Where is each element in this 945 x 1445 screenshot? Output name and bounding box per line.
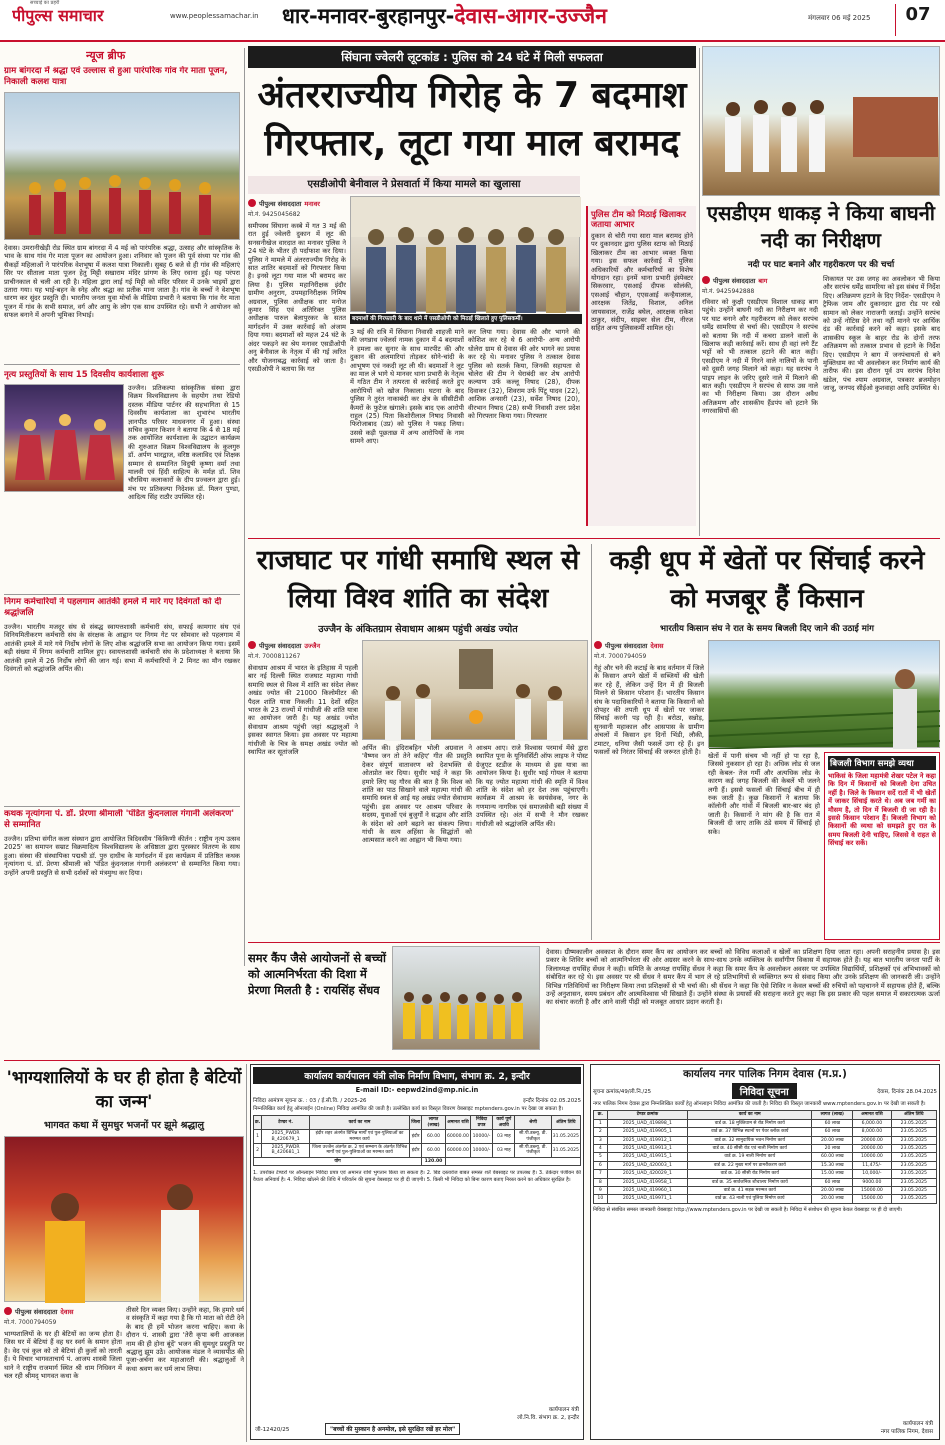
farmer-subhead: भारतीय किसान संघ ने रात के समय बिजली दिए जाने की उठाई मांग bbox=[660, 624, 874, 634]
dewas-tender-cell: 7 bbox=[594, 1170, 608, 1178]
bhagwat-story bbox=[4, 1064, 244, 1442]
dewas-tender-cell: 5 bbox=[594, 1153, 608, 1161]
byline-icon bbox=[248, 199, 256, 207]
sdm-story bbox=[702, 46, 940, 536]
dewas-tender-cell: वार्ड क्र. 43 नाली एवं पुलिया निर्माण कार्य bbox=[688, 1195, 812, 1203]
farmer-mobile: मो.नं. 7000794059 bbox=[594, 653, 647, 660]
rajghat-col-3: आश्रम आए। राजे विश्वास परमार्थ मेंसे द्वारा स्थापित पूना के यूनिवर्सिटी ऑफ लाइफ ने पोस्ट ग्रेजुएट स्टडीज के माध्यम से इस यात्रा का आयोजन किया है। सुधीर भाई गोयल ने बताया कि यह ज्योत महात्मा गांधी की स्मृति में विश्व शांति के संदेश को हर देश तक पहुंचाएगी। कार्यक्रम में आश्रम के स्वयंसेवक, नगर के गणमान्य नागरिक एवं समाजसेवी बड़ी संख्या में उपस्थित रहे। अंत में सभी ने मौन रखकर गांधीजी को श्रद्धांजलि अर्पित की। bbox=[476, 744, 588, 828]
dewas-tender-cell: वार्ड क्र. 40 सीसी रोड एवं नाली निर्माण कार्य bbox=[688, 1145, 812, 1153]
dewas-tender-cell: 23.05.2025 bbox=[891, 1145, 936, 1153]
pwd-tender-slogan: "बच्चों की मुस्कान है अनमोल, इसे सुरक्षित रखें हर मोल" bbox=[325, 1423, 460, 1435]
pwd-tender-cell: 1 bbox=[254, 1130, 262, 1144]
dewas-tender-row bbox=[594, 1119, 937, 1127]
brief-2-body-text: उज्जैन। प्रतिकल्पा सांस्कृतिक संस्था द्वारा विक्रम विश्वविद्यालय के सहयोग तथा रेडियो दस्तक मीडिया पार्टनर की सहभागिता से 15 दिवसीय कार्यशाला का शुभारंभ भारतीय ज्ञानपीठ परिसर माधवनगर में हुआ। संस्था सचिव कुमार किशन ने बताया कि 4 से 18 मई तक आयोजित कार्यशाला के उद्घाटन कार्यक्रम की शुरुआत विक्रम विश्वविद्यालय के कुलगुरु डॉ. अर्पण भारद्वाज, वरिष्ठ कलाविद एवं शिक्षक सम्मान से सम्मानित विदुषी कृष्णा वर्मा तथा मालवी एवं हिंदी साहित्य के मर्मज्ञ डॉ. शिव चौरसिया कलाकारों के दीप प्रज्वलन द्वारा हुई। मंच पर प्रतिकल्पा निदेशक डॉ. मिलन पुण्डा, आदित्य सिंह राठौर उपस्थित रहे। bbox=[128, 384, 240, 502]
pwd-tender-col-header: टेण्डर नं. bbox=[262, 1116, 310, 1130]
dewas-tender-cell: 60 लाख bbox=[812, 1128, 853, 1136]
dewas-tender-row bbox=[594, 1195, 937, 1203]
farmer-photo bbox=[708, 640, 940, 748]
rajghat-photo bbox=[362, 640, 588, 740]
dewas-tender-header-row bbox=[594, 1111, 937, 1119]
dewas-tender-ref: सूचना क्रमांक/49/ली.नि./25 bbox=[593, 1089, 652, 1095]
rajghat-mobile: मो.नं. 7000811267 bbox=[248, 653, 301, 660]
rajghat-col-2: अर्पित की। इंदिराबहिन भोली अग्रवाल ने 'वैष्णव जन तो तेने कहिए' गीत की प्रस्तुति देकर संपूर्ण वातावरण को देशभक्ति से ओतप्रोत कर दिया। सुधीर भाई ने कहा कि हमारे लिए यह गौरव की बात है कि विश्व को शांति का पाठ सिखाने वाले महात्मा गांधी की समाधि स्थल से आई यह अखंड ज्योत सेवाधाम पहुंची। इस अवसर पर आश्रम परिवार के सदस्य, युवाओं एवं बुजुर्गों ने सद्भाव और शांति के संदेश को आगे बढ़ाने का संकल्प लिया। गांधी के सत्य अहिंसा के सिद्धांतों को आत्मसात करने का आह्वान भी किया गया। bbox=[362, 744, 472, 845]
lead-sidebar-headline: पुलिस टीम को मिठाई खिलाकर जताया आभार bbox=[591, 209, 686, 229]
dewas-tender-col-header: अमानत राशि bbox=[853, 1111, 892, 1119]
sdm-photo bbox=[702, 46, 940, 196]
dewas-tender-row bbox=[594, 1128, 937, 1136]
dewas-tender-cell: 3 bbox=[594, 1136, 608, 1144]
pwd-tender-cell: 10000/- bbox=[470, 1130, 492, 1144]
dewas-tender-ad bbox=[590, 1064, 940, 1440]
farmer-col-2: खेतों में पानी संचय भी नहीं हो पा रहा है, जिससे नुकसान हो रहा है। अधिक लोड से जल रही केबल- तेज गर्मी और अत्यधिक लोड के कारण कई जगह बिजली की केबलें भी जलने लगी हैं। इससे फसलों की सिंचाई बीच में ही रुक जाती है। कुछ किसानों ने बताया कि कॉलोनी और गांवों में बिजली बार-बार बंद हो जाती है। किसानों ने मांग की है कि रात में बिजली दी जाए ताकि ठंडे समय में सिंचाई हो सके। bbox=[708, 752, 820, 836]
dewas-tender-intro: नगर पालिक निगम देवास द्वारा निम्नलिखित कार्यों हेतु ऑनलाइन निविदा आमंत्रित की जाती है। निविदा की विस्तृत जानकारी www.mptenders.gov.in पर देखी जा सकती है। bbox=[593, 1101, 926, 1107]
katha-stage-illustration bbox=[5, 1137, 244, 1303]
dewas-tender-signer: कार्यपालन यंत्री bbox=[902, 1421, 933, 1427]
brief-2-headline: नृत्य प्रस्तुतियों के साथ 15 दिवसीय कार्यशाला शुरू bbox=[4, 370, 164, 380]
dewas-tender-cell: वार्ड क्र. 22 मुख्य मार्ग पर डामरीकरण कार्य bbox=[688, 1161, 812, 1169]
pwd-tender-cell: 2 bbox=[254, 1144, 262, 1158]
pwd-tender-ad-no: जी-12420/25 bbox=[255, 1427, 290, 1433]
dewas-tender-cell: वार्ड क्र. 32 सामुदायिक भवन निर्माण कार्य bbox=[688, 1136, 812, 1144]
brief-1-photo bbox=[4, 92, 240, 240]
dewas-tender-row bbox=[594, 1161, 937, 1169]
pwd-tender-cell: 60000.00 bbox=[445, 1130, 470, 1144]
pwd-tender-cell: इंदौर bbox=[410, 1130, 422, 1144]
pwd-tender-col-header: निविदा प्रपत्र bbox=[470, 1116, 492, 1130]
lead-headline: अंतरराज्यीय गिरोह के 7 बदमाश गिरफ्तार, लूटा गया माल बरामद bbox=[257, 75, 687, 164]
pwd-tender-cell: इंदौर bbox=[410, 1144, 422, 1158]
bhagwat-byline-name: पीपुल्स संवाददाता bbox=[15, 1307, 58, 1316]
dewas-tender-cell: 23.05.2025 bbox=[891, 1178, 936, 1186]
dewas-tender-cell: 15.00 लाख bbox=[812, 1170, 853, 1178]
dewas-tender-cell: 23.05.2025 bbox=[891, 1136, 936, 1144]
sdm-byline-name: पीपुल्स संवाददाता bbox=[713, 276, 756, 285]
dewas-tender-table bbox=[593, 1110, 937, 1203]
pwd-tender-cell: 03 माह bbox=[493, 1130, 515, 1144]
farmer-box bbox=[824, 752, 940, 940]
procession-illustration bbox=[5, 93, 241, 241]
summer-camp-headline: समर कैंप जैसे आयोजनों से बच्चों को आत्मनिर्भरता की दिशा में प्रेरणा मिलती है : रायसिंह सेंधव bbox=[248, 951, 386, 997]
dewas-tender-cell: 15000.00 bbox=[853, 1187, 892, 1195]
dewas-tender-title: निविदा सूचना bbox=[732, 1083, 797, 1099]
dewas-tender-cell: 23.05.2025 bbox=[891, 1187, 936, 1195]
brief-3-headline: निगम कर्मचारियों ने पहलगाम आतंकी हमले में मारे गए दिवंगतों को दी श्रद्धांजलि bbox=[4, 597, 222, 618]
dewas-tender-cell: वार्ड क्र. 35 सार्वजनिक शौचालय निर्माण कार्य bbox=[688, 1178, 812, 1186]
farmer-box-body: भाकिसं के जिला महामंत्री शेखर पटेल ने कहा कि दिन में किसानों को बिजली देना उचित नहीं है। जिले के किसान सर्दे रातों में भी खेतों में जाकर सिंचाई करते थे। अब जब गर्मी का मौसम है, तो दिन में बिजली दी जा रही है। इससे किसान परेशान हैं। बिजली विभाग को किसानों की व्यथा को समझते हुए रात के समय बिजली देनी चाहिए, जिससे वे राहत से सिंचाई कर सकें। bbox=[828, 772, 936, 848]
ashram-gathering-illustration bbox=[363, 641, 588, 741]
edition-title-part2: देवास-आगर-उज्जैन bbox=[454, 4, 607, 28]
bhagwat-mobile: मो.नं. 7000794059 bbox=[4, 1319, 57, 1326]
dewas-tender-cell: 10,000/- bbox=[853, 1170, 892, 1178]
dewas-tender-col-header: अंतिम तिथि bbox=[891, 1111, 936, 1119]
dewas-tender-cell: 60 लाख bbox=[812, 1119, 853, 1127]
pwd-tender-signer-dept: लो.नि.वि. संभाग क्र. 2, इन्दौर bbox=[517, 1415, 579, 1421]
dewas-tender-cell: 9000.00 bbox=[853, 1178, 892, 1186]
dewas-tender-cell: 8,000.00 bbox=[853, 1128, 892, 1136]
dewas-tender-cell: वार्ड क्र. 30 सीसी रोड निर्माण कार्य bbox=[688, 1170, 812, 1178]
pwd-tender-total-value: 120.00 bbox=[422, 1157, 446, 1165]
lead-kicker: सिंघाना ज्वेलरी लूटकांड : पुलिस को 24 घंटे में मिली सफलता bbox=[248, 46, 696, 68]
dewas-tender-cell: वार्ड क्र. 41 सड़क मरम्मत कार्य bbox=[688, 1187, 812, 1195]
rajghat-subhead: उज्जैन के अंकितग्राम सेवाधाम आश्रम पहुंची अखंड ज्योत bbox=[318, 624, 518, 635]
dewas-tender-col-header: क्र. bbox=[594, 1111, 608, 1119]
pwd-tender-row bbox=[254, 1144, 581, 1158]
pwd-tender-cell: सी.पी.डब्ल्यू. डी. पंजीकृत bbox=[515, 1144, 551, 1158]
dewas-tender-cell: 60.00 लाख bbox=[812, 1153, 853, 1161]
lead-mobile: मो.नं. 9425045682 bbox=[248, 211, 301, 218]
bhagwat-byline-place: देवास bbox=[60, 1307, 74, 1316]
farmer-box-headline: बिजली विभाग समझे व्यथा bbox=[828, 756, 936, 770]
brief-1-headline: ग्राम बांगरदा में श्रद्धा एवं उल्लास से हुआ पारंपरिक गांव गेर माता पूजन, निकाली कलश यात्रा bbox=[4, 66, 228, 87]
dewas-tender-cell: 15000.00 bbox=[853, 1195, 892, 1203]
sdm-mobile: मो.नं. 9425942888 bbox=[702, 288, 755, 295]
dewas-tender-cell: 2025_UAD_419915_1 bbox=[607, 1153, 687, 1161]
pwd-tender-cell: सी.पी.डब्ल्यू. डी. पंजीकृत bbox=[515, 1130, 551, 1144]
dewas-tender-cell: 20000.00 bbox=[853, 1136, 892, 1144]
bhagwat-subhead: भागवत कथा में सुमधुर भजनों पर झूमे श्रद्धालु bbox=[43, 1120, 205, 1131]
brief-1-body: देवास। उमरानीखेड़ी रोड स्थित ग्राम बांगरदा में 4 मई को पारंपरिक श्रद्धा, उत्साह और सांस्कृतिक के भाव के साथ गांव गेर माता पूजन का आयोजन हुआ। शनिवार को पूजन की पूर्व संध्या पर गांव की सैकड़ों महिलाओं ने पारंपरिक वेशभूषा में कलश यात्रा निकाली। सुबह 6 बजे से ही गांव की महिलाएं सिर पर सीताला माता पूजन हेतु मिट्टी सखाराम मंदिर प्रांगण के लिए रवाना हुईं। यह परंपरा प्राचीनकाल से चली आ रही है। महिला द्वारा लाई गई मिट्टी को मंदिर परिसर में उनके भाइयों द्वारा उतारा गया। यह भाई-बहन के स्नेह और श्रद्धा का प्रतीक माना जाता है। गांव के बच्चों ने वेशभूषा धारण कर सुंदर प्रस्तुति दी। भारतीय जनता युवा मोर्चा के मीडिया प्रभारी ने बताया कि गांव गेर माता पूजन में गांव के सभी समाज, वर्ग और आयु के लोग एक साथ उपस्थित रहे। सभी ने आयोजन को सफल बनाने में अपनी भूमिका निभाई। bbox=[4, 244, 240, 320]
rajghat-byline-place: उज्जैन bbox=[304, 641, 321, 650]
sdm-headline: एसडीएम धाकड़ ने किया बाघनी नदी का निरीक्षण bbox=[707, 201, 935, 252]
pwd-tender-table bbox=[253, 1115, 581, 1166]
masthead bbox=[0, 0, 945, 42]
lead-photo bbox=[350, 196, 580, 312]
dewas-tender-cell: 2025_UAD_419971_1 bbox=[607, 1195, 687, 1203]
children-group-illustration bbox=[393, 947, 541, 1051]
issue-date: मंगलवार 06 मई 2025 bbox=[808, 14, 871, 22]
dewas-tender-row bbox=[594, 1145, 937, 1153]
pwd-tender-total-blank bbox=[445, 1157, 580, 1165]
bhagwat-headline: 'भाग्यशालियों के घर ही होता है बेटियों का जन्म' bbox=[6, 1068, 242, 1112]
pwd-tender-col-header: अमानत राशि bbox=[445, 1116, 470, 1130]
dewas-tender-cell: 2025_UAD_419958_1 bbox=[607, 1178, 687, 1186]
dewas-tender-row bbox=[594, 1153, 937, 1161]
pwd-tender-intro: निम्नलिखित कार्य हेतु ऑनलाईन (Online) निविदा आमंत्रित की जाती है। उल्लेखित कार्य का विस्तृत विवरण वेबसाइट mptenders.gov.in पर देखा जा सकता है। bbox=[253, 1106, 564, 1112]
brand-logo: पीपुल्स समाचार bbox=[12, 6, 104, 25]
lead-story bbox=[248, 46, 696, 536]
brief-4-body: उज्जैन। प्रतिभा संगीत कला संस्थान द्वारा आयोजित त्रिदिवसीय 'किंकिणी कीर्तन : राष्ट्रीय नृत्य उत्सव 2025' का समापन सम्राट विक्रमादित्य विश्वविद्यालय के अधिष्ठाता द्वारा पुरस्कार वितरण के साथ हुआ। संस्था की संस्थापिका पद्मश्री डॉ. पुरु दाधीच के मार्गदर्शन में इस कार्यक्रम में प्रतिष्ठित कथक नृत्यांगना पं. डॉ. प्रेरणा श्रीमाली को 'पंडित कुंदनलाल गंगानी अलंकरण' से सम्मानित किया गया। उन्होंने अपनी प्रस्तुति से सभी दर्शकों को मंत्रमुग्ध कर दिया। bbox=[4, 835, 240, 877]
lead-col-1: समीपस्थ सिंघाना कस्बे में गत 3 मई की रात हुई ज्वेलरी दुकान में लूट की सनसनीखेज वारदात का मनावर पुलिस ने 24 घंटे के भीतर ही पर्दाफाश कर दिया। पुलिस ने मामले में अंतरराज्यीय गिरोह के सात शातिर बदमाशों को गिरफ्तार किया है। इनसे लूटा गया माल भी बरामद कर लिया है। पुलिस महानिरीक्षक इंदौर ग्रामीण अनुराग, उपमहानिरीक्षक निमिष अग्रवाल, पुलिस अधीक्षक धार मनोज कुमार सिंह एवं अतिरिक्त पुलिस अधीक्षक पारुल बेलापुरकर के सतत मार्गदर्शन में उक्त कार्रवाई को अंजाम दिया गया। बदमाशों को महज 24 घंटे के अंदर पकड़ने का श्रेय मनावर एसडीओपी अनु बेनीवाल के नेतृत्व में की गई त्वरित और योजनाबद्ध कार्रवाई को जाता है। एसडीओपी ने बताया कि गत bbox=[248, 222, 346, 373]
dewas-tender-cell: 2025_UAD_419905_1 bbox=[607, 1128, 687, 1136]
bhagwat-col-1: भाग्यशालियों के घर ही बेटियों का जन्म होता है। जिस घर में बेटियां हैं वह घर स्वर्ग के समान होता है। वेद एवं कुल को तो बेटियां ही कुलों को तारती हैं। ये विचार भागवताचार्य पं. आजय शास्त्री जिला थाने ने राष्ट्रीय राजमार्ग स्थित श्री धाम निधिवन में चल रही श्रीमद् भागवत कथा के bbox=[4, 1330, 122, 1381]
lead-sidebar bbox=[586, 206, 696, 526]
pwd-tender-col-header: लागत (लाख) bbox=[422, 1116, 446, 1130]
edition-title bbox=[282, 2, 762, 34]
dewas-tender-cell: 23.05.2025 bbox=[891, 1170, 936, 1178]
dewas-tender-cell: वार्ड क्र. 18 मुक्तिधाम से रोड निर्माण कार्य bbox=[688, 1119, 812, 1127]
pwd-tender-col-header: जिला bbox=[410, 1116, 422, 1130]
lead-subhead: एसडीओपी बेनीवाल ने प्रेसवार्ता में किया मामले का खुलासा bbox=[248, 176, 580, 194]
pwd-tender-ref-row bbox=[253, 1096, 581, 1104]
page-number: 07 bbox=[895, 4, 940, 36]
brand-tagline: सच्चाई का प्रहरी bbox=[30, 0, 60, 6]
sdm-subhead: नदी पर घाट बनाने और गहरीकरण पर की चर्चा bbox=[747, 260, 895, 270]
pwd-tender-cell: 31.05.2025 bbox=[551, 1130, 580, 1144]
pwd-tender-cell: जिला उज्जैन अंतर्गत क्र. 2 एवं सम्भाग के अंतर्गत विभिन्न मार्गों एवं पुल-पुलियाओं का मरम्मत कार्य bbox=[309, 1144, 409, 1158]
dewas-tender-cell: 60 लाख bbox=[812, 1178, 853, 1186]
dewas-tender-cell: 2025_UAD_419898_1 bbox=[607, 1119, 687, 1127]
river-inspection-illustration bbox=[703, 47, 940, 197]
dewas-tender-col-header: लागत (लाख) bbox=[812, 1111, 853, 1119]
byline-icon bbox=[248, 641, 256, 649]
dewas-tender-cell: 8 bbox=[594, 1178, 608, 1186]
dewas-tender-row bbox=[594, 1178, 937, 1186]
dewas-tender-cell: 15.30 लाख bbox=[812, 1161, 853, 1169]
pwd-tender-notes: 1. उपरोक्त टेण्डरों पर ऑनलाइन निविदा प्रपत्र एवं अमानत राशि भुगतान किया जा सकता है। 2. बिड दस्तावेज बाबत समस्त शर्तें वेबसाइट पर उपलब्ध हैं। 3. ठेकेदार पंजीयन की वैधता अनिवार्य है। 4. निविदा खोलने की तिथि में परिवर्तन की सूचना वेबसाइट पर ही दी जाएगी। 5. किसी भी निविदा को बिना कारण बताए निरस्त करने का अधिकार सुरक्षित है। bbox=[253, 1170, 581, 1183]
farmer-story bbox=[594, 542, 940, 940]
dewas-tender-cell: वार्ड क्र. 19 नाली निर्माण कार्य bbox=[688, 1153, 812, 1161]
pwd-tender-signer: कार्यपालन यंत्री bbox=[548, 1407, 579, 1413]
pwd-tender-cell: 03 माह bbox=[493, 1144, 515, 1158]
dewas-tender-row bbox=[594, 1187, 937, 1195]
pwd-tender-cell: 2025_PWDR B_420679_1 bbox=[262, 1130, 310, 1144]
pwd-tender-head: कार्यालय कार्यपालन यंत्री लोक निर्माण विभाग, संभाग क्र. 2, इन्दौर bbox=[253, 1067, 581, 1084]
pwd-tender-cell: 60.00 bbox=[422, 1130, 446, 1144]
sdm-col-1: रविवार को कुक्षी एसडीएम विशाल धाकड़ बाग पहुंचे। उन्होंने बाघनी नदी का निरीक्षण कर नदी पर घाट बनाने और गहरीकरण को लेकर सरपंच धर्मेंद्र सामरिया से चर्चा की। एसडीएम ने सरपंच को बताया कि नदी में कचरा डालने वालों के खिलाफ कड़ी कार्रवाई करें। साथ ही वहां लगे टैंट भट्टों को भी तत्काल हटाने की बात कही। एसडीएम ने नदी में गिरने वाले नालियों के पानी को दूसरी जगह मिलाने को कहा। यह सरपंच ने पाइप लाइन के जरिए दूसरे नाले में मिलाने की बात कही। एसडीएम ने सरपंच से साफ उस नाले का भी निरीक्षण किया। उस दौरान अवैध अतिक्रमण और शासकीय हैंडपंप को हटाने कि नगरवासियों की bbox=[702, 298, 818, 416]
sdm-col-2: शिकायत पर उस जगह का अवलोकन भी किया और सरपंच धर्मेंद्र सामरिया को इस संबंध में निर्देश दिए। अतिक्रमण हटाने के दिए निर्देश- एसडीएम ने ट्रैफिक जाम और दुकानदार द्वारा रोड पर रखे सामान को लेकर नाराजगी जताई। उन्होंने सरपंच को उन्हें नोटिस देने तथा नहीं मानने पर आर्थिक दंड की कार्रवाई करने को कहा। इसके बाद शासकीय स्कूल के बाहर रोड के दोनों तरफ अतिक्रमण को तत्काल प्रभाव से हटाने के निर्देश दिए। एसडीएम ने बाग में जनपंचायतों से बने मुक्तिधाम का भी अवलोकन कर निर्माण कार्य की तारीफ की। इस दौरान पूर्व उप सरपंच दिनेश खंडेल, पंच श्याम अग्रवाल, पत्रकार ब्रजमोहन जाजू, जनपद सीईओ कुशवाहा आदि उपस्थित थे। bbox=[823, 275, 940, 393]
dewas-tender-head: कार्यालय नगर पालिक निगम देवास (म.प्र.) bbox=[683, 1068, 847, 1080]
rajghat-story bbox=[248, 542, 588, 940]
pwd-tender-col-header: कार्य का नाम bbox=[309, 1116, 409, 1130]
dewas-tender-cell: 2025_UAD_420003_1 bbox=[607, 1161, 687, 1169]
lead-sidebar-body: दुकान से चोरी गया सारा माल बरामद होने पर दुकानदार द्वारा पुलिस स्टाफ को मिठाई खिलाकर टीम का आभार व्यक्त किया गया। इस सफल कार्रवाई में पुलिस अधिकारियों और कर्मचारियों का विशेष योगदान रहा। इनमें थाना प्रभारी इंस्पेक्टर सिकरवार, एसआई दीपक सोलंकी, एसआई चौहान, एएसआई कन्हैयालाल, आरक्षक जितेंद्र, विशाल, अनिल जायसवाल, राजेंद्र बघेल, आरक्षक राकेश ठाकुर, संदीप, साइबर सेल टीम, नीरज सहित अन्य पुलिसकर्मी शामिल रहे। bbox=[591, 232, 693, 333]
lead-byline-name: पीपुल्स संवाददाता bbox=[259, 199, 302, 208]
bhagwat-col-2: तीसरे दिन व्यक्त किए। उन्होंने कहा, कि हमारे धर्म व संस्कृति में कहा गया है कि गो माता को रोटी देने के बाद ही हमें भोजन करना चाहिए। कथा के दौरान पं. शास्त्री द्वारा 'तेरी कृपा बनी आजकल नाम की ही होना बूंदें' भजन की सुमधुर प्रस्तुति पर श्रद्धालु झूम उठे। आयोजक मंडल ने व्यासपीठ की पूजा-अर्चना कर महाआरती की। श्रद्धालुओं ने कथा श्रवण कर धर्म लाभ लिया। bbox=[126, 1306, 244, 1373]
website-link[interactable]: www.peoplessamachar.in bbox=[170, 12, 259, 20]
lead-photo-caption: बदमाशों की गिरफ्तारी के बाद थाने में एसडीओपी को मिठाई खिलाते हुए पुलिसकर्मी। bbox=[350, 314, 582, 324]
brief-2-body bbox=[4, 384, 240, 592]
dewas-tender-cell: 2025_UAD_419912_1 bbox=[607, 1136, 687, 1144]
pwd-tender-col-header: श्रेणी bbox=[515, 1116, 551, 1130]
dewas-tender-col-header: टेण्डर क्रमांक bbox=[607, 1111, 687, 1119]
dewas-tender-cell: 20000.00 bbox=[853, 1145, 892, 1153]
brief-3-body: उज्जैन। भारतीय मजदूर संघ से संबद्ध स्वायत्तशासी कर्मचारी संघ, सफाई कामगार संघ एवं विनियमितीकरण कर्मचारी संघ के संरक्षक के आह्वान पर निगम गेट पर सोमवार को पहलगाम में आतंकी हमले में मारे गये निर्दोष लोगों के लिए शोक श्रद्धांजलि सभा का आयोजन किया गया। इसमें बड़ी संख्या में निगम कर्मचारी शामिल हुए। स्वायत्तशासी कर्मचारी संघ के प्रदेशाध्यक्ष ने बताया कि आतंकी हमले में 26 निर्दोष लोगों की जान गई। सभा में कर्मचारियों ने 2 मिनट का मौन रखकर दिवंगतों को श्रद्धांजलि अर्पित की। bbox=[4, 623, 240, 674]
lead-col-3: कर लिया गया। देवास की और भागने की कोशिश कर रहे थे 6 आरोपी- अन्य आरोपी धोलेरा ग्राम से देवास की ओर भागने का प्रयास कर रहे थे। मनावर पुलिस ने तत्काल देवास पुलिस को सतर्क किया, जिनकी सहायता से चोलेरा की टीम ने घेराबंदी कर शेष आरोपी कल्याण उर्फ कल्लू निषाद (28), दीपक दिवाकर (32), शिवराम उर्फ पिंटू यादव (22), आशिक अन्सारी (23), सर्वेश निषाद (20), वीरभान निषाद (28) सभी निवासी उत्तर प्रदेश को गिरफ्तार किया गया। गिरफ्तार bbox=[468, 328, 580, 421]
farmer-byline-name: पीपुल्स संवाददाता bbox=[605, 641, 648, 650]
pwd-tender-cell: 2025_PWDR B_420681_1 bbox=[262, 1144, 310, 1158]
dewas-tender-cell: 10 bbox=[594, 1195, 608, 1203]
dewas-tender-cell: 6 bbox=[594, 1161, 608, 1169]
pwd-tender-row bbox=[254, 1130, 581, 1144]
farmer-byline-place: देवास bbox=[650, 641, 664, 650]
rajghat-col-1: सेवाधाम आश्रम में भारत के इतिहास में पहली बार नई दिल्ली स्थित राजघाट महात्मा गांधी समाधि स्थल से विश्व में शांति का संदेश लेकर अखंड ज्योत की 21000 किलोमीटर की पैदल शांति यात्रा निकली। 11 देशों सहित भारत के 23 राज्यों में गांधीजी की शांति यात्रा का आयोजन जारी है। यह अखंड ज्योत सेवाधाम आश्रम पहुंची जहां श्रद्धालुओं ने इसका स्वागत किया। इस अवसर पर महात्मा गांधीजी के चित्र के समक्ष अखंड ज्योत को स्थापित कर सूतांजलि bbox=[248, 664, 358, 757]
farmer-col-1: गेहूं और चने की कटाई के बाद वर्तमान में जिले के किसान अपने खेतों में सब्जियों की खेती कर रहे हैं, लेकिन उन्हें दिन में ही बिजली मिलने से किसान परेशान हैं। भारतीय किसान संघ के पदाधिकारियों ने बताया कि किसानों को दोपहर की तपती धूप में खेतों पर जाकर सिंचाई करनी पड़ रही है। बरोठा, सन्नोड़, सुनवानी महाकाल और आसपास के ग्रामीण अंचलों में किसान इन दिनों भिंडी, लौकी, टमाटर, धनिया जैसी फसलें उगा रहे हैं। इन फसलों को निरंतर सिंचाई की जरूरत होती है। bbox=[594, 664, 704, 757]
edition-title-part1: धार-मनावर-बुरहानपुर- bbox=[282, 4, 455, 28]
brief-4-headline: कथक नृत्यांगना पं. डॉ. प्रेरणा श्रीमाली 'पंडित कुंदनलाल गंगानी अलंकरण' से सम्मानित bbox=[4, 809, 235, 830]
dewas-tender-cell: 20 लाख bbox=[812, 1145, 853, 1153]
pwd-tender-cell: 31.05.2025 bbox=[551, 1144, 580, 1158]
pwd-tender-cell: इंदौर शहर अंतर्गत विभिन्न मार्गों एवं पुल-पुलियाओं का मरम्मत कार्य bbox=[309, 1130, 409, 1144]
dewas-tender-cell: 9 bbox=[594, 1187, 608, 1195]
rajghat-byline-name: पीपुल्स संवाददाता bbox=[259, 641, 302, 650]
lead-byline-place: मनावर bbox=[304, 199, 320, 208]
pwd-tender-ad bbox=[250, 1064, 584, 1440]
pwd-tender-col-header: अंतिम तिथि bbox=[551, 1116, 580, 1130]
summer-camp-photo bbox=[392, 946, 540, 1050]
byline-icon bbox=[4, 1307, 12, 1315]
dewas-tender-cell: 2025_UAD_419913_1 bbox=[607, 1145, 687, 1153]
summer-camp-story bbox=[248, 946, 940, 1054]
pwd-tender-total-row bbox=[254, 1157, 581, 1165]
pwd-tender-cell: 10000/- bbox=[470, 1144, 492, 1158]
pwd-tender-footer bbox=[255, 1405, 579, 1435]
dewas-tender-cell: 20.00 लाख bbox=[812, 1136, 853, 1144]
police-group-illustration bbox=[351, 197, 581, 313]
dewas-tender-cell: 2025_UAD_420029_1 bbox=[607, 1170, 687, 1178]
dewas-tender-col-header: कार्य का नाम bbox=[688, 1111, 812, 1119]
dewas-tender-cell: 2 bbox=[594, 1128, 608, 1136]
pwd-tender-col-header: क्र. bbox=[254, 1116, 262, 1130]
dewas-tender-cell: 23.05.2025 bbox=[891, 1153, 936, 1161]
pwd-tender-cell: 60.00 bbox=[422, 1144, 446, 1158]
dewas-tender-cell: 23.05.2025 bbox=[891, 1161, 936, 1169]
dewas-tender-cell: 2025_UAD_419960_1 bbox=[607, 1187, 687, 1195]
dewas-tender-signer-dept: नगर पालिक निगम, देवास bbox=[880, 1429, 933, 1435]
dewas-tender-row bbox=[594, 1136, 937, 1144]
brief-2-photo-spacer bbox=[4, 384, 128, 494]
field-farmer-illustration bbox=[709, 641, 940, 749]
dewas-tender-cell: 23.05.2025 bbox=[891, 1128, 936, 1136]
dewas-tender-body bbox=[594, 1119, 937, 1203]
rajghat-headline: राजघाट पर गांधी समाधि स्थल से लिया विश्व शांति का संदेश bbox=[256, 545, 580, 614]
sdm-byline-place: बाग bbox=[758, 276, 768, 285]
dewas-tender-cell: 10000.00 bbox=[853, 1153, 892, 1161]
dewas-tender-cell: 20.00 लाख bbox=[812, 1195, 853, 1203]
bhagwat-byline bbox=[4, 1306, 124, 1316]
pwd-tender-header-row bbox=[254, 1116, 581, 1130]
pwd-tender-ref: निविदा आमंत्रण सूचना क्र. : 03 / ई.सी.वि. / 2025-26 bbox=[253, 1098, 367, 1104]
pwd-tender-total-label: योग bbox=[254, 1157, 422, 1165]
dewas-tender-notes: निविदा से संबंधित समस्त जानकारी वेबसाइट http://www.mptenders.gov.in पर देखी जा सकती है। निविदा में संशोधन की सूचना केवल वेबसाइट पर ही दी जाएगी। bbox=[593, 1206, 903, 1213]
byline-icon bbox=[702, 276, 710, 284]
summer-camp-body: देवास। ग्रीष्मकालीन अवकाश के दौरान समर कैंप का आयोजन कर बच्चों को विविध कलाओं व खेलों का प्रशिक्षण दिया जाता रहा। अपनी सराहनीय प्रयास है। इस प्रकार के शिविर बच्चों को आत्मनिर्भरता की ओर अग्रसर करने के साथ-साथ उनके व्यक्तित्व के सर्वांगीण विकास में सहायक होते हैं। यह बात भारतीय जनता पार्टी के जिलाध्यक्ष रायसिंह सेंधव ने कही। समिति के अध्यक्ष रायसिंह सेंधव ने कहा कि समर कैंप के अवलोकन अवसर पर उपस्थित विद्यार्थियों, प्रशिक्षकों एवं अभिभावकों को संबोधित कर रहे थे। इस अवसर पर श्री सेंधव ने समर कैंप में भाग ले रहे प्रतिभागियों से व्यक्तिगत रूप से संवाद किया और उनके प्रशिक्षण की जानकारी ली। उन्होंने विभिन्न गतिविधियों का निरीक्षण किया तथा प्रशिक्षकों से भी चर्चा की। श्री सेंधव ने कहा कि ऐसे शिविर न केवल बच्चों की रुचियों को पहचानने में सहायक होते हैं, बल्कि उन्हें अनुशासन, समय प्रबंधन और आत्मविश्वास भी सिखाते हैं। उन्होंने संस्था के प्रयासों की सराहना करते हुए कहा कि इस प्रकार की पहल समाज में सकारात्मक ऊर्जा का संचार करती है और आने वाली पीढ़ी को मजबूत आधार प्रदान करती है। bbox=[546, 948, 940, 1007]
news-brief-column bbox=[4, 48, 242, 966]
farmer-byline bbox=[594, 640, 704, 650]
dewas-tender-cell: 11,475/- bbox=[853, 1161, 892, 1169]
dewas-tender-cell: 20.00 लाख bbox=[812, 1187, 853, 1195]
dewas-tender-cell: 4 bbox=[594, 1145, 608, 1153]
pwd-tender-date: इन्दौर दिनांक 02.05.2025 bbox=[523, 1098, 581, 1104]
pwd-tender-cell: 60000.00 bbox=[445, 1144, 470, 1158]
dewas-tender-cell: वार्ड क्र. 37 विभिन्न स्थानों पर पेवर ब्लॉक कार्य bbox=[688, 1128, 812, 1136]
dewas-tender-cell: 23.05.2025 bbox=[891, 1195, 936, 1203]
sdm-byline bbox=[702, 275, 820, 285]
rajghat-byline bbox=[248, 640, 358, 650]
pwd-tender-body bbox=[254, 1130, 581, 1166]
dewas-tender-row bbox=[594, 1170, 937, 1178]
bhagwat-photo bbox=[4, 1136, 244, 1302]
dewas-tender-cell: 23.05.2025 bbox=[891, 1119, 936, 1127]
dewas-tender-cell: 6,000.00 bbox=[853, 1119, 892, 1127]
lead-col-2: 3 मई की रात्रि में सिंघाना निवासी शाहजी माने की जगन्नाथ ज्वेलर्स नामक दुकान में 4 बदमाशों ने हमला कर सुनार के साथ मारपीट की और दुकान की अलमारियां तोड़कर सोने-चांदी के आभूषण एवं नकदी लूट ली थी। बदमाशों ने लूट का माल ले भागे थे मानवर थाना प्रभारी के नेतृत्व में गठित टीम ने तत्परता से कार्रवाई करते हुए आरोपियों को खोज निकाला। घटना के बाद पुलिस ने तुरंत नाकाबंदी कर क्षेत्र के सीसीटीवी कैमरों के फुटेज खंगाले। इसके बाद एक आरोपी राहुल (25) पिता किशोरीलाल निषाद निवासी फिरोजाबाद (उप्र) को पुलिस ने पकड़ लिया। उससे कड़ी पूछताछ में अन्य आरोपियों के नाम सामने आए। bbox=[350, 328, 464, 446]
pwd-tender-col-header: कार्य पूर्ण अवधि bbox=[493, 1116, 515, 1130]
dewas-tender-ref-row bbox=[593, 1083, 937, 1099]
pwd-tender-email: E-mail ID:- eepwd2ind@mp.nic.in bbox=[355, 1086, 479, 1094]
byline-icon bbox=[594, 641, 602, 649]
dewas-tender-cell: 1 bbox=[594, 1119, 608, 1127]
news-brief-label: न्यूज ब्रीफ bbox=[86, 49, 126, 62]
dewas-tender-date: देवास, दिनांक 28.04.2025 bbox=[877, 1089, 937, 1095]
farmer-headline: कड़ी धूप में खेतों पर सिंचाई करने को मजबूर हैं किसान bbox=[609, 546, 925, 614]
